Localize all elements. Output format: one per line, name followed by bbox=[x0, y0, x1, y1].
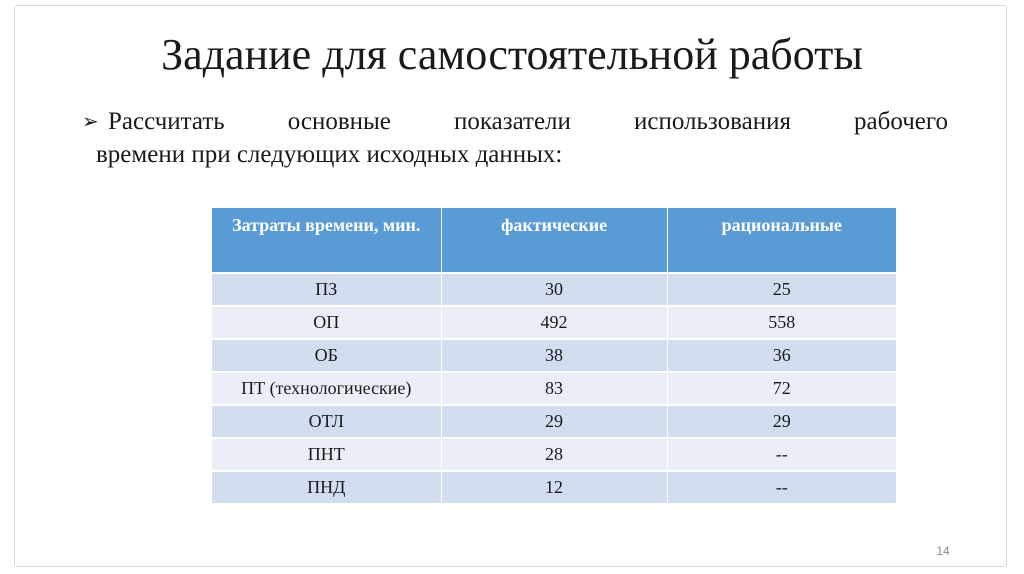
task-bullet bbox=[82, 105, 948, 171]
cell-rational: -- bbox=[667, 438, 896, 471]
table-row bbox=[212, 438, 896, 471]
cell-rational: 558 bbox=[667, 306, 896, 339]
table-row bbox=[212, 405, 896, 438]
cell-rational: 36 bbox=[667, 339, 896, 372]
slide-title: Задание для самостоятельной работы bbox=[161, 30, 863, 79]
table-row bbox=[212, 471, 896, 504]
cell-rational: 25 bbox=[667, 273, 896, 306]
cell-actual: 38 bbox=[441, 339, 667, 372]
cell-actual: 492 bbox=[441, 306, 667, 339]
cell-category: ПНД bbox=[212, 471, 441, 504]
page-number: 14 bbox=[936, 544, 950, 558]
cell-category: ОТЛ bbox=[212, 405, 441, 438]
header-rational: рациональные bbox=[667, 208, 896, 273]
table-row bbox=[212, 372, 896, 405]
cell-rational: 72 bbox=[667, 372, 896, 405]
cell-category: ПТ (технологические) bbox=[212, 372, 441, 405]
task-text-line-2: времени при следующих исходных данных: bbox=[96, 141, 563, 168]
table-row bbox=[212, 306, 896, 339]
header-actual: фактические bbox=[441, 208, 667, 273]
time-costs-table bbox=[212, 208, 896, 505]
table-row bbox=[212, 273, 896, 306]
cell-actual: 30 bbox=[441, 273, 667, 306]
cell-actual: 83 bbox=[441, 372, 667, 405]
cell-rational: -- bbox=[667, 471, 896, 504]
cell-actual: 28 bbox=[441, 438, 667, 471]
cell-category: ОБ bbox=[212, 339, 441, 372]
task-text-line-1: Рассчитать основные показатели использования рабочего bbox=[108, 108, 948, 135]
cell-category: ПНТ bbox=[212, 438, 441, 471]
cell-rational: 29 bbox=[667, 405, 896, 438]
cell-category: ОП bbox=[212, 306, 441, 339]
arrow-bullet-icon: ➢ bbox=[82, 109, 99, 133]
cell-actual: 29 bbox=[441, 405, 667, 438]
table-header-row bbox=[212, 208, 896, 273]
table-row bbox=[212, 339, 896, 372]
cell-category: ПЗ bbox=[212, 273, 441, 306]
header-time-costs: Затраты времени, мин. bbox=[212, 208, 441, 273]
cell-actual: 12 bbox=[441, 471, 667, 504]
